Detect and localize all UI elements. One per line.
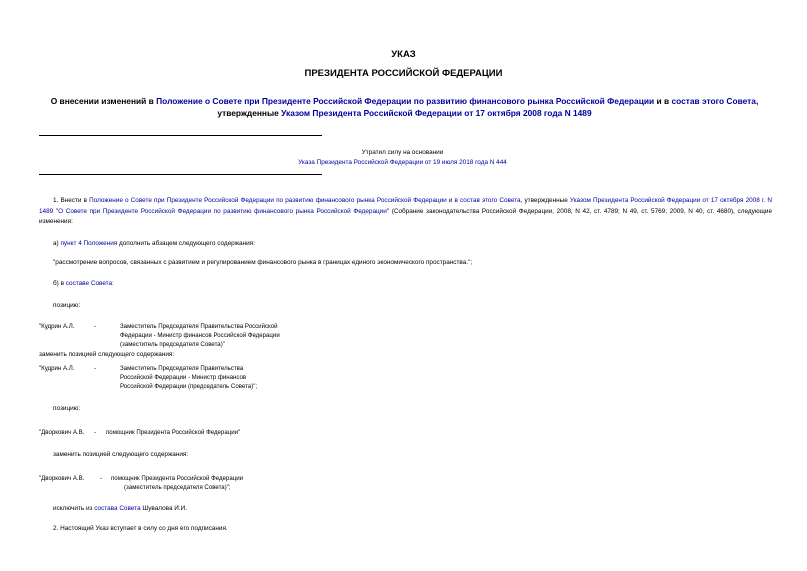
item-a-link[interactable]: пункт 4 Положения [60,240,118,247]
divider-top [39,135,322,136]
intro-mid2: , утвержденные [217,96,759,118]
item-a-prefix: а) [53,240,61,247]
paragraph-1 [39,196,772,228]
divider-bottom [39,174,322,175]
para1-link-composition[interactable]: в состав этого Совета [454,197,521,204]
exclude-line [53,504,187,515]
intro-link-decree-1489[interactable]: Указом Президента Российской Федерации от 17 октября 2008 года N 1489 [281,108,592,118]
dvorkovich-new-dash: - [100,475,103,482]
para1-link-regulation[interactable]: Положение о Совете при Президенте Российской Федерации по развитию финансового рынка Российской Федерации [89,197,447,204]
para1-mid1: и [446,197,455,204]
intro-mid1: и в [654,96,672,106]
para1-mid2: , утвержденные [520,197,570,204]
kudrin-new-line: Заместитель Председателя Правительства [120,365,244,372]
kudrin-old-dash: - [94,323,97,330]
replace-label-2: заменить позицией следующего содержания: [53,451,189,458]
dvorkovich-new-line: (заместитель председателя Совета)"; [124,484,231,492]
dvorkovich-new-name: "Дворкович А.В. [39,475,85,482]
kudrin-old-position [120,322,280,350]
position-label-1: позицию: [53,302,81,309]
item-b-prefix: б) в [53,280,66,287]
paragraph-2: 2. Настоящий Указ вступает в силу со дня его подписания. [53,525,228,532]
kudrin-old-line: Федерации - Министр финансов Российской Федерации [120,332,280,340]
item-b-link[interactable]: составе Совета [65,280,113,287]
item-a [53,239,255,250]
kudrin-new-dash: - [94,365,97,372]
document-subtitle: ПРЕЗИДЕНТА РОССИЙСКОЙ ФЕДЕРАЦИИ [304,68,503,79]
lost-force-note [230,148,575,168]
kudrin-new-line: Российской Федерации (председатель Совета)"; [120,383,258,391]
exclude-prefix: исключить из [53,505,95,512]
item-b [53,279,114,290]
kudrin-old-line: (заместитель председателя Совета)" [120,341,225,349]
document-intro [38,95,771,119]
para1-mid3: " [53,207,59,215]
intro-link-regulation[interactable]: Положение о Совете при Президенте Российской Федерации по развитию финансового рынка Российской Федерации [156,96,655,106]
kudrin-new-line: Российской Федерации - Министр финансов [120,374,247,382]
kudrin-old-name: "Кудрин А.Л. [39,323,75,330]
kudrin-old-line: Заместитель Председателя Правительства Российской [120,323,278,330]
replace-label-1: заменить позицией следующего содержания: [39,351,175,358]
exclude-suffix: Шувалова И.И. [140,505,188,512]
kudrin-new-position [120,364,257,392]
para1-link-decree[interactable]: Указом Президента Российской Федерации от 17 октября 2008 г. N 1489 [39,197,772,215]
dvorkovich-new-line: помощник Президента Российской Федерации [111,475,244,482]
dvorkovich-new-position [111,474,243,492]
position-label-2: позицию: [53,405,81,412]
intro-prefix: О внесении изменений в [50,96,157,106]
dvorkovich-old-line: помощник Президента Российской Федерации" [106,429,241,436]
document-title: УКАЗ [391,49,416,60]
para1-prefix: 1. Внести в [53,197,90,204]
lost-force-line: Утратил силу на основании [361,149,444,156]
dvorkovich-old-position [106,428,240,437]
item-b-suffix: : [112,280,114,287]
dvorkovich-old-dash: - [94,429,97,436]
lost-force-link[interactable]: Указа Президента Российской Федерации от 19 июля 2018 года N 444 [298,159,507,166]
para1-link-council[interactable]: О Совете при Президенте Российской Федерации по развитию финансового рынка Российской Федерации [58,207,387,215]
quote-a: "рассмотрение вопросов, связанных с развитием и регулированием финансового рынка в границах единого экономического пространства."; [53,259,473,266]
item-a-suffix: дополнить абзацем следующего содержания: [117,240,255,247]
kudrin-new-name: "Кудрин А.Л. [39,365,75,372]
intro-link-council-composition[interactable]: состав этого Совета [671,96,756,106]
exclude-link[interactable]: состава Совета [94,505,141,512]
dvorkovich-old-name: "Дворкович А.В. [39,429,85,436]
para1-suffix: " (Собрание законодательства Российской Федерации, 2008, N 42, ст. 4789; N 49, ст. 5769; 2009, N 40, ст. 4680), следующие изменения: [39,207,772,225]
